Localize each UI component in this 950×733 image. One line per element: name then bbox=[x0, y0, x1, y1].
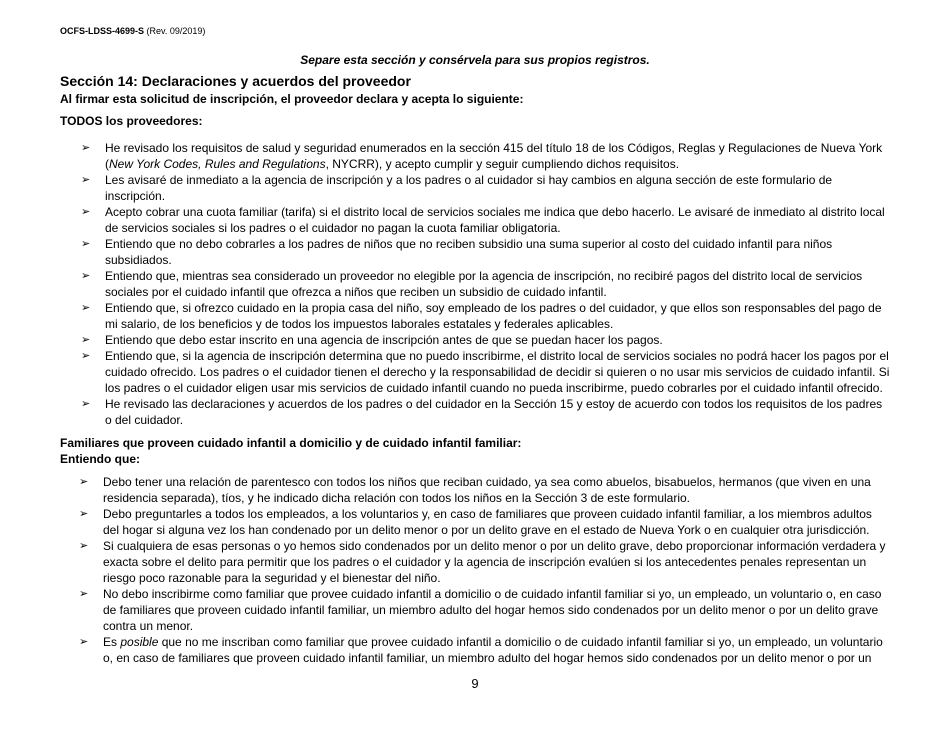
list-item: ➢ Entiendo que debo estar inscrito en una agencia de inscripción antes de que se puedan hacer los pagos. bbox=[81, 333, 663, 347]
arrowhead-bullet-icon: ➢ bbox=[81, 238, 91, 250]
list-item: ➢ He revisado las declaraciones y acuerdos de los padres o del cuidador en la Sección 15 y estoy de acuerdo con todos los requisitos de los padres o del cuidador. bbox=[81, 397, 883, 427]
retain-notice: Separe esta sección y consérvela para sus propios registros. bbox=[300, 53, 650, 67]
arrowhead-bullet-icon: ➢ bbox=[81, 142, 91, 154]
arrowhead-bullet-icon: ➢ bbox=[81, 270, 91, 282]
arrowhead-bullet-icon: ➢ bbox=[79, 540, 89, 552]
family-providers-heading: Familiares que proveen cuidado infantil a domicilio y de cuidado infantil familiar: bbox=[60, 436, 522, 450]
section-intro: Al firmar esta solicitud de inscripción, el proveedor declara y acepta lo siguiente: bbox=[60, 92, 524, 106]
list-item: ➢ Entiendo que no debo cobrarles a los padres de niños que no reciben subsidio una suma superior al costo del cuidado infantil para niños subsidiados. bbox=[81, 237, 833, 267]
arrowhead-bullet-icon: ➢ bbox=[81, 206, 91, 218]
list-item: ➢ Si cualquiera de esas personas o yo hemos sido condenados por un delito menor o por un delito grave, debo proporcionar información verdadera y exacta sobre el delito para permitir que los padres o el cuidador y la agencia de inscripción evalúen si los antecedentes penales representan un riesgo poco razonable para la seguridad y el bienestar del niño. bbox=[79, 539, 886, 585]
italic-term: New York Codes, Rules and Regulations bbox=[109, 157, 326, 171]
form-revision: (Rev. 09/2019) bbox=[146, 26, 206, 36]
list-item: ➢ Entiendo que, si la agencia de inscripción determina que no puedo inscribirme, el distrito local de servicios sociales no podrá hacer los pagos por el cuidado ofrecido. Los padres o el cuidador tienen el derecho y la responsabilidad de decidir si quieren o no usar mis servicios de cuidado infantil. Si los padres o el cuidador eligen usar mis servicios de cuidado infantil cuando no pueda inscribirme, puedo cobrarles por el cuidado infantil ofrecido. bbox=[81, 349, 890, 395]
list-item: ➢ Entiendo que, si ofrezco cuidado en la propia casa del niño, soy empleado de los padres o del cuidador, y que ellos son responsables del pago de mi salario, de los beneficios y de todos los impuestos laborales estatales y federales aplicables. bbox=[81, 301, 882, 331]
arrowhead-bullet-icon: ➢ bbox=[81, 334, 91, 346]
arrowhead-bullet-icon: ➢ bbox=[81, 174, 91, 186]
list-item: ➢ Entiendo que, mientras sea considerado un proveedor no elegible por la agencia de inscripción, no recibiré pagos del distrito local de servicios sociales por el cuidado infantil que ofrezca a niños que reciben un subsidio de cuidado infantil. bbox=[81, 269, 863, 299]
arrowhead-bullet-icon: ➢ bbox=[79, 476, 89, 488]
form-number: OCFS-LDSS-4699-S bbox=[60, 26, 145, 36]
list-item: ➢ Les avisaré de inmediato a la agencia de inscripción y a los padres o al cuidador si hay cambios en alguna sección de este formulario de inscripción. bbox=[81, 173, 833, 203]
italic-term: posible bbox=[120, 635, 159, 649]
arrowhead-bullet-icon: ➢ bbox=[79, 588, 89, 600]
page-number: 9 bbox=[471, 676, 479, 691]
list-item: ➢ He revisado los requisitos de salud y seguridad enumerados en la sección 415 del título 18 de los Códigos, Reglas y Regulaciones de Nueva York (New York Codes, Rules and Regulations, NYCRR), y acepto cumplir y seguir cumpliendo dichos requisitos. bbox=[81, 141, 883, 171]
family-providers-list bbox=[0, 474, 950, 666]
all-providers-heading: TODOS los proveedores: bbox=[60, 114, 203, 128]
section-title: Sección 14: Declaraciones y acuerdos del proveedor bbox=[60, 73, 411, 89]
arrowhead-bullet-icon: ➢ bbox=[81, 398, 91, 410]
list-item: ➢ Acepto cobrar una cuota familiar (tarifa) si el distrito local de servicios sociales me indica que debo hacerlo. Le avisaré de inmediato al distrito local de servicios sociales si los padres o el cuidador no pagan la cuota familiar obligatoria. bbox=[81, 205, 885, 235]
list-item: ➢ Debo preguntarles a todos los empleados, a los voluntarios y, en caso de familiares que proveen cuidado infantil familiar, a los miembros adultos del hogar si alguna vez los han condenado por un delito menor o por un delito grave en el estado de Nueva York o en cualquier otra jurisdicción. bbox=[79, 507, 872, 537]
arrowhead-bullet-icon: ➢ bbox=[79, 508, 89, 520]
arrowhead-bullet-icon: ➢ bbox=[81, 302, 91, 314]
family-providers-subheading: Entiendo que: bbox=[60, 452, 140, 466]
form-identifier bbox=[60, 26, 205, 36]
arrowhead-bullet-icon: ➢ bbox=[79, 636, 89, 648]
list-item: ➢ Es posible que no me inscriban como familiar que provee cuidado infantil a domicilio o de cuidado infantil familiar si yo, un empleado, un voluntario o, en caso de familiares que proveen cuidado infantil familiar, un miembro adulto del hogar hemos sido condenados por un delito menor o por un bbox=[79, 635, 883, 665]
all-providers-list bbox=[0, 140, 950, 428]
list-item: ➢ Debo tener una relación de parentesco con todos los niños que reciban cuidado, ya sea como abuelos, bisabuelos, hermanos (que viven en una residencia separada), tíos, y he indicado dicha relación con todos los niños en la Sección 3 de este formulario. bbox=[79, 475, 871, 505]
arrowhead-bullet-icon: ➢ bbox=[81, 350, 91, 362]
list-item: ➢ No debo inscribirme como familiar que provee cuidado infantil a domicilio o de cuidado infantil familiar si yo, un empleado, un voluntario o, en caso de familiares que proveen cuidado infantil familiar, un miembro adulto del hogar hemos sido condenados por un delito menor o por un delito grave contra un menor. bbox=[79, 587, 882, 633]
